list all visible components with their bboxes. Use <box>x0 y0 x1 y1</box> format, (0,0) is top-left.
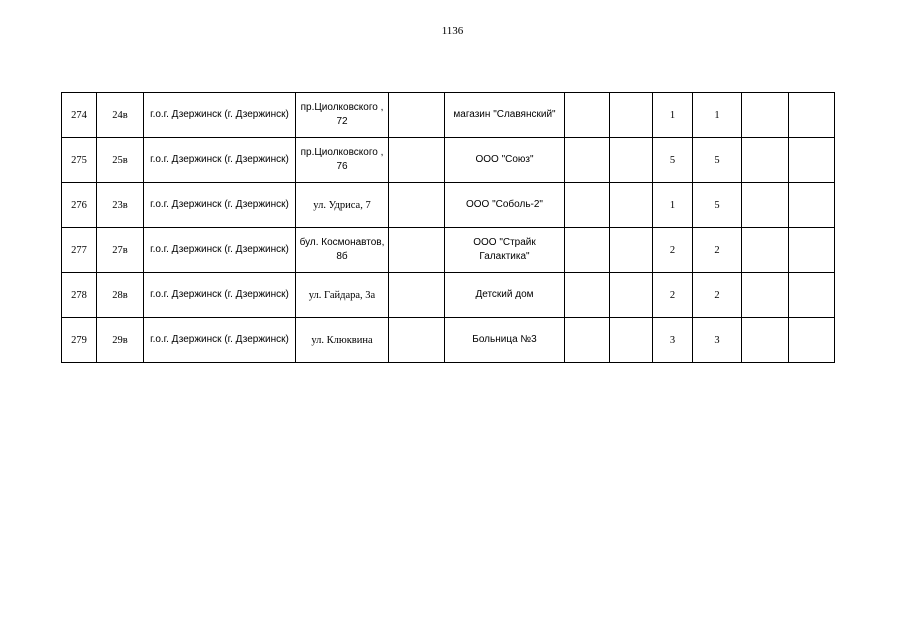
empty-cell <box>610 228 653 273</box>
count-cell: 2 <box>653 273 693 318</box>
count-cell: 1 <box>693 93 742 138</box>
registry-table <box>61 92 835 363</box>
row-number-cell: 275 <box>62 138 97 183</box>
address-cell: ул. Удриса, 7 <box>296 183 389 228</box>
name-cell: Детский дом <box>445 273 565 318</box>
empty-cell <box>610 93 653 138</box>
table-row <box>62 273 835 318</box>
empty-cell <box>565 138 610 183</box>
count-cell: 5 <box>653 138 693 183</box>
empty-cell <box>742 138 789 183</box>
address-cell: пр.Циолковского , 76 <box>296 138 389 183</box>
count-cell: 1 <box>653 93 693 138</box>
count-cell: 5 <box>693 183 742 228</box>
name-cell: ООО "Соболь-2" <box>445 183 565 228</box>
district-cell: г.о.г. Дзержинск (г. Дзержинск) <box>144 183 296 228</box>
code-cell: 27в <box>97 228 144 273</box>
table-row <box>62 228 835 273</box>
code-cell: 28в <box>97 273 144 318</box>
empty-cell <box>389 183 445 228</box>
row-number-cell: 276 <box>62 183 97 228</box>
table-row <box>62 183 835 228</box>
empty-cell <box>389 138 445 183</box>
row-number-cell: 277 <box>62 228 97 273</box>
empty-cell <box>789 183 835 228</box>
count-cell: 2 <box>693 273 742 318</box>
count-cell: 3 <box>653 318 693 363</box>
empty-cell <box>789 273 835 318</box>
count-cell: 3 <box>693 318 742 363</box>
count-cell: 2 <box>653 228 693 273</box>
empty-cell <box>565 273 610 318</box>
empty-cell <box>742 93 789 138</box>
code-cell: 23в <box>97 183 144 228</box>
table-row <box>62 318 835 363</box>
count-cell: 2 <box>693 228 742 273</box>
row-number-cell: 279 <box>62 318 97 363</box>
code-cell: 24в <box>97 93 144 138</box>
code-cell: 29в <box>97 318 144 363</box>
code-cell: 25в <box>97 138 144 183</box>
empty-cell <box>789 318 835 363</box>
empty-cell <box>389 93 445 138</box>
count-cell: 5 <box>693 138 742 183</box>
empty-cell <box>789 228 835 273</box>
district-cell: г.о.г. Дзержинск (г. Дзержинск) <box>144 228 296 273</box>
table-row <box>62 93 835 138</box>
district-cell: г.о.г. Дзержинск (г. Дзержинск) <box>144 318 296 363</box>
name-cell: ООО "Союз" <box>445 138 565 183</box>
address-cell: ул. Гайдара, 3а <box>296 273 389 318</box>
empty-cell <box>789 138 835 183</box>
empty-cell <box>565 183 610 228</box>
empty-cell <box>389 318 445 363</box>
name-cell: Больница №3 <box>445 318 565 363</box>
empty-cell <box>610 318 653 363</box>
empty-cell <box>389 273 445 318</box>
empty-cell <box>742 273 789 318</box>
page-number: 1136 <box>441 25 464 37</box>
table-row <box>62 138 835 183</box>
empty-cell <box>742 183 789 228</box>
empty-cell <box>789 93 835 138</box>
empty-cell <box>610 138 653 183</box>
empty-cell <box>389 228 445 273</box>
address-cell: ул. Клюквина <box>296 318 389 363</box>
row-number-cell: 274 <box>62 93 97 138</box>
name-cell: ООО "Страйк Галактика" <box>445 228 565 273</box>
district-cell: г.о.г. Дзержинск (г. Дзержинск) <box>144 93 296 138</box>
empty-cell <box>565 228 610 273</box>
empty-cell <box>742 228 789 273</box>
address-cell: бул. Космонавтов, 8б <box>296 228 389 273</box>
count-cell: 1 <box>653 183 693 228</box>
empty-cell <box>610 273 653 318</box>
district-cell: г.о.г. Дзержинск (г. Дзержинск) <box>144 273 296 318</box>
row-number-cell: 278 <box>62 273 97 318</box>
name-cell: магазин "Славянский" <box>445 93 565 138</box>
empty-cell <box>565 318 610 363</box>
empty-cell <box>565 93 610 138</box>
empty-cell <box>742 318 789 363</box>
district-cell: г.о.г. Дзержинск (г. Дзержинск) <box>144 138 296 183</box>
address-cell: пр.Циолковского , 72 <box>296 93 389 138</box>
empty-cell <box>610 183 653 228</box>
